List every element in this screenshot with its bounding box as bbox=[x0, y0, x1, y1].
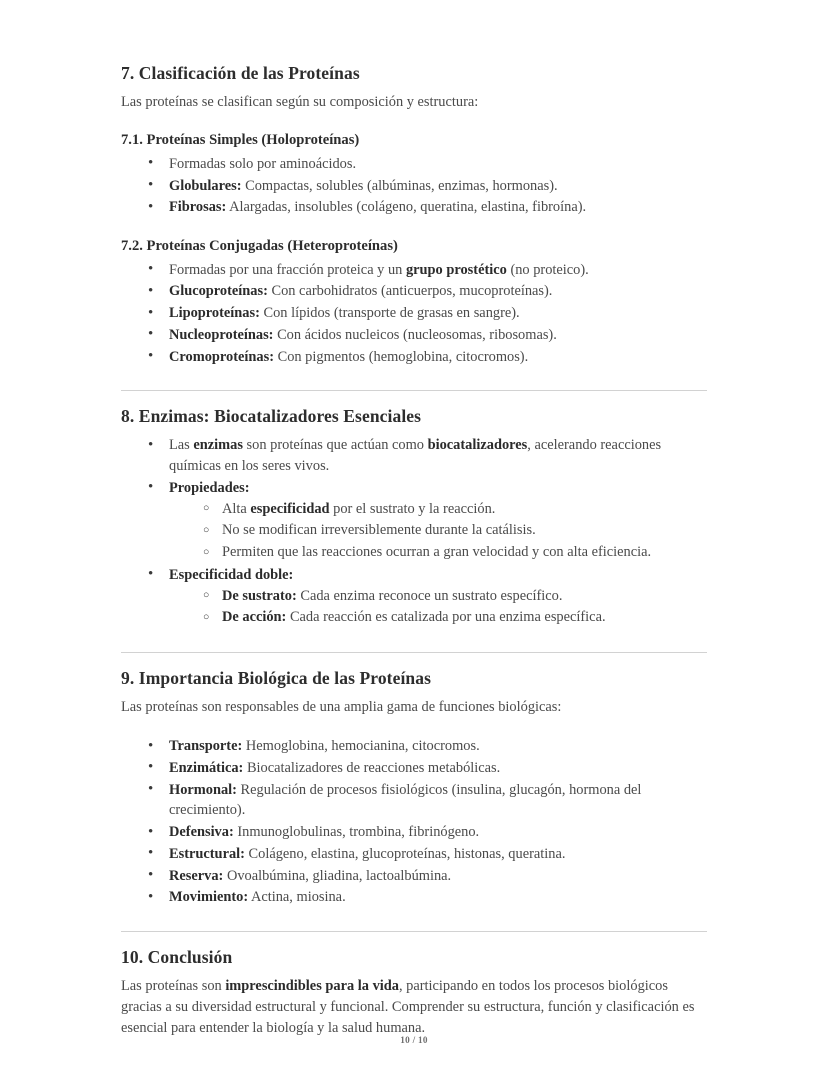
bullet-icon: • bbox=[148, 888, 154, 905]
bullet-icon: • bbox=[148, 155, 154, 172]
conclusion-text-post: , participando en todos los procesos biológicos gracias a su diversidad estructural y funcional. Comprender su estructura, función y clasificación es esencial para entender la biología y la salud humana. bbox=[121, 978, 695, 1037]
list-item-lead: Especificidad doble: bbox=[169, 566, 294, 583]
list-7-2 bbox=[121, 260, 707, 369]
list-item-lead: Hormonal: bbox=[169, 781, 237, 798]
list-item bbox=[148, 281, 707, 303]
sublist-item-text: No se modifican irreversiblemente durante la catálisis. bbox=[222, 522, 536, 539]
sublist-item bbox=[202, 542, 707, 564]
bullet-icon: • bbox=[148, 304, 154, 321]
spacer bbox=[121, 653, 707, 667]
sublist-item bbox=[202, 499, 707, 521]
sublist-item-lead: De acción: bbox=[222, 609, 287, 626]
list-item bbox=[148, 197, 707, 219]
list-item bbox=[148, 822, 707, 844]
list-item bbox=[148, 844, 707, 866]
list-item bbox=[148, 758, 707, 780]
circle-bullet-icon: ○ bbox=[203, 503, 210, 515]
sublist-propiedades bbox=[169, 499, 707, 564]
section-7-intro: Las proteínas se clasifican según su composición y estructura: bbox=[121, 94, 479, 111]
list-item-text: Con ácidos nucleicos (nucleosomas, ribosomas). bbox=[273, 326, 557, 343]
circle-bullet-icon: ○ bbox=[203, 590, 210, 602]
list-item bbox=[148, 347, 707, 369]
bullet-icon: • bbox=[148, 348, 154, 365]
bullet-icon: • bbox=[148, 479, 154, 496]
list-item-text-mid: son proteínas que actúan como bbox=[242, 437, 428, 454]
sublist-item bbox=[202, 586, 707, 608]
bullet-icon: • bbox=[148, 261, 154, 278]
list-item-text: Con carbohidratos (anticuerpos, mucoproteínas). bbox=[267, 283, 553, 300]
list-item bbox=[148, 325, 707, 347]
list-item-text: Regulación de procesos fisiológicos (insulina, glucagón, hormona del crecimiento). bbox=[169, 781, 642, 819]
bullet-icon: • bbox=[148, 436, 154, 453]
list-item-lead: Propiedades: bbox=[169, 479, 250, 496]
bullet-icon: • bbox=[148, 781, 154, 798]
list-item-text-tail: , acelerando reacciones químicas en los seres vivos. bbox=[169, 437, 662, 475]
section-heading-9: 9. Importancia Biológica de las Proteínas bbox=[121, 668, 432, 689]
list-item-lead: Lipoproteínas: bbox=[169, 305, 260, 322]
list-item-lead: Globulares: bbox=[169, 177, 242, 194]
section-10-text bbox=[121, 976, 707, 1039]
list-item-lead: Enzimática: bbox=[169, 759, 244, 776]
circle-bullet-icon: ○ bbox=[203, 546, 210, 558]
spacer bbox=[121, 718, 707, 736]
list-item-lead: Cromoproteínas: bbox=[169, 348, 274, 365]
bullet-icon: • bbox=[148, 282, 154, 299]
list-item-text: Formadas por una fracción proteica y un bbox=[169, 261, 406, 278]
list-item-text: Inmunoglobulinas, trombina, fibrinógeno. bbox=[233, 824, 480, 841]
list-item bbox=[148, 780, 707, 822]
list-item-lead: Fibrosas: bbox=[169, 199, 227, 216]
list-item-lead: Movimiento: bbox=[169, 889, 249, 906]
section-9-intro: Las proteínas son responsables de una amplia gama de funciones biológicas: bbox=[121, 699, 562, 716]
list-item-emphasis: enzimas bbox=[193, 437, 243, 454]
list-item-text: Alargadas, insolubles (colágeno, queratina, elastina, fibroína). bbox=[226, 199, 587, 216]
spacer bbox=[121, 113, 707, 131]
list-item-text: Biocatalizadores de reacciones metabólicas. bbox=[243, 759, 501, 776]
list-item-text-tail: (no proteico). bbox=[506, 261, 589, 278]
list-item-emphasis: grupo prostético bbox=[405, 261, 507, 278]
list-item-text: Con lípidos (transporte de grasas en sangre). bbox=[259, 305, 520, 322]
list-item bbox=[148, 478, 707, 565]
list-item bbox=[148, 176, 707, 198]
bullet-icon: • bbox=[148, 845, 154, 862]
bullet-icon: • bbox=[148, 177, 154, 194]
sublist-item-text: Alta bbox=[222, 500, 251, 517]
list-item-text: Con pigmentos (hemoglobina, citocromos). bbox=[274, 348, 529, 365]
list-item bbox=[148, 866, 707, 888]
list-item bbox=[148, 887, 707, 909]
document-body bbox=[121, 62, 707, 1039]
circle-bullet-icon: ○ bbox=[203, 611, 210, 623]
bullet-icon: • bbox=[148, 737, 154, 754]
list-item-emphasis-2: biocatalizadores bbox=[427, 437, 528, 454]
list-item bbox=[148, 736, 707, 758]
spacer bbox=[121, 219, 707, 237]
page-number-footer: 10 / 10 bbox=[400, 1035, 428, 1045]
list-item-text: Colágeno, elastina, glucoproteínas, histonas, queratina. bbox=[244, 845, 566, 862]
spacer bbox=[121, 630, 707, 652]
list-item-lead: Nucleoproteínas: bbox=[169, 326, 274, 343]
list-item bbox=[148, 154, 707, 176]
list-item-text: Actina, miosina. bbox=[248, 889, 346, 906]
list-item-text: Las bbox=[169, 437, 194, 454]
list-item bbox=[148, 303, 707, 325]
sublist-item-text-tail: por el sustrato y la reacción. bbox=[329, 500, 496, 517]
sublist-item bbox=[202, 607, 707, 629]
section-heading-8: 8. Enzimas: Biocatalizadores Esenciales bbox=[121, 406, 422, 427]
spacer bbox=[121, 368, 707, 390]
list-item-text: Ovoalbúmina, gliadina, lactoalbúmina. bbox=[223, 867, 452, 884]
sublist-item-text: Cada reacción es catalizada por una enzima específica. bbox=[286, 609, 606, 626]
sublist-item-text: Permiten que las reacciones ocurran a gran velocidad y con alta eficiencia. bbox=[222, 544, 652, 561]
section-heading-7: 7. Clasificación de las Proteínas bbox=[121, 63, 360, 83]
sublist-item-emphasis: especificidad bbox=[250, 500, 330, 517]
list-item-text: Hemoglobina, hemocianina, citocromos. bbox=[242, 738, 480, 755]
bullet-icon: • bbox=[148, 759, 154, 776]
conclusion-text-pre: Las proteínas son bbox=[121, 978, 226, 995]
subsection-heading-7-1: 7.1. Proteínas Simples (Holoproteínas) bbox=[121, 132, 360, 149]
bullet-icon: • bbox=[148, 867, 154, 884]
bullet-icon: • bbox=[148, 326, 154, 343]
list-item-lead: Estructural: bbox=[169, 845, 245, 862]
conclusion-emphasis: imprescindibles para la vida bbox=[225, 978, 399, 995]
spacer bbox=[121, 909, 707, 931]
list-7-1 bbox=[121, 154, 707, 219]
sublist-item-text: Cada enzima reconoce un sustrato específico. bbox=[296, 587, 563, 604]
list-item-lead: Defensiva: bbox=[169, 824, 234, 841]
section-heading-10: 10. Conclusión bbox=[121, 947, 233, 968]
list-item bbox=[148, 565, 707, 630]
list-item-text: Formadas solo por aminoácidos. bbox=[169, 155, 357, 172]
sublist-item bbox=[202, 520, 707, 542]
sublist-item-lead: De sustrato: bbox=[222, 587, 297, 604]
list-item-text: Compactas, solubles (albúminas, enzimas, hormonas). bbox=[241, 177, 558, 194]
list-item bbox=[148, 260, 707, 282]
bullet-icon: • bbox=[148, 198, 154, 215]
list-item-lead: Glucoproteínas: bbox=[169, 283, 268, 300]
circle-bullet-icon: ○ bbox=[203, 524, 210, 536]
spacer bbox=[121, 932, 707, 946]
bullet-icon: • bbox=[148, 566, 154, 583]
list-item bbox=[148, 435, 707, 477]
spacer bbox=[121, 391, 707, 405]
bullet-icon: • bbox=[148, 823, 154, 840]
subsection-heading-7-2: 7.2. Proteínas Conjugadas (Heteroproteínas) bbox=[121, 238, 398, 255]
sublist-especificidad bbox=[169, 586, 707, 629]
list-item-lead: Reserva: bbox=[169, 867, 224, 884]
list-item-lead: Transporte: bbox=[169, 738, 243, 755]
list-8 bbox=[121, 435, 707, 630]
list-9 bbox=[121, 736, 707, 909]
